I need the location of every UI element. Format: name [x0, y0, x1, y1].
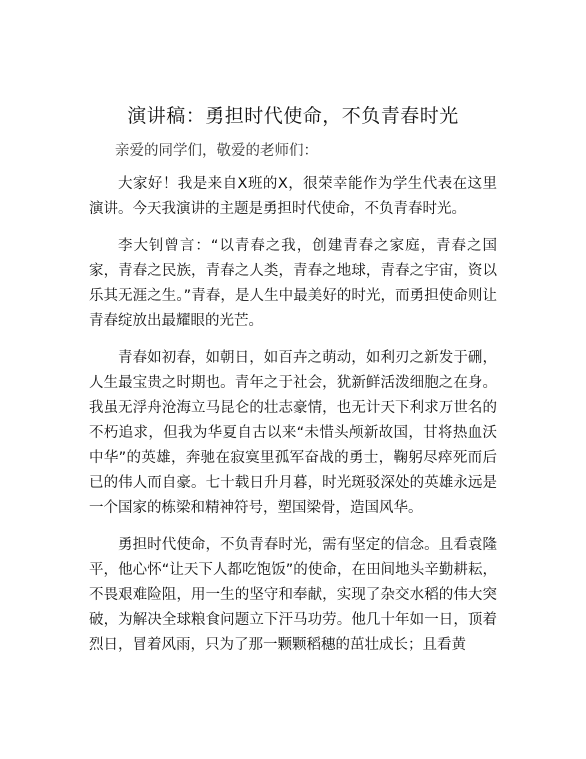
speech-body: [89, 172, 497, 670]
paragraph-mission: 勇担时代使命，不负青春时光，需有坚定的信念。且看袁隆平，他心怀“让天下人都吃饱饭”的使命，在田间地头辛勤耕耘，不畏艰难险阻，用一生的坚守和奉献，实现了杂交水稻的伟大突破，为解决全球粮食问题立下汗马功劳。他几十年如一日，顶着烈日，冒着风雨，只为了那一颗颗稻穗的茁壮成长；且看黄: [89, 537, 497, 653]
paragraph-quote: 李大钊曾言：“以青春之我，创建青春之家庭，青春之国家，青春之民族，青春之人类，青春之地球，青春之宇宙，资以乐其无涯之生。”青春，是人生中最美好的时光，而勇担使命则让青春绽放出最耀眼的光芒。: [89, 238, 497, 329]
paragraph-opening: 大家好！我是来自X班的X，很荣幸能作为学生代表在这里演讲。今天我演讲的主题是勇担时代使命，不负青春时光。: [89, 176, 497, 217]
document-title: 演讲稿：勇担时代使命，不负青春时光: [127, 105, 459, 127]
paragraph-youth: 青春如初春，如朝日，如百卉之萌动，如利刃之新发于硎，人生最宝贵之时期也。青年之于社会，犹新鲜活泼细胞之在身。我虽无浮舟沧海立马昆仑的壮志豪情，也无计天下利求万世名的不朽追求，但我为华夏自古以来“未惜头颅新故国，甘将热血沃中华”的英雄，奔驰在寂寞里孤军奋战的勇士，鞠躬尽瘁死而后已的伟人而自豪。七十载日升月暮，时光斑驳深处的英雄永远是一个国家的栋梁和精神符号，塑国梁骨，造国风华。: [89, 350, 497, 516]
salutation: 亲爱的同学们，敬爱的老师们：: [115, 143, 318, 159]
